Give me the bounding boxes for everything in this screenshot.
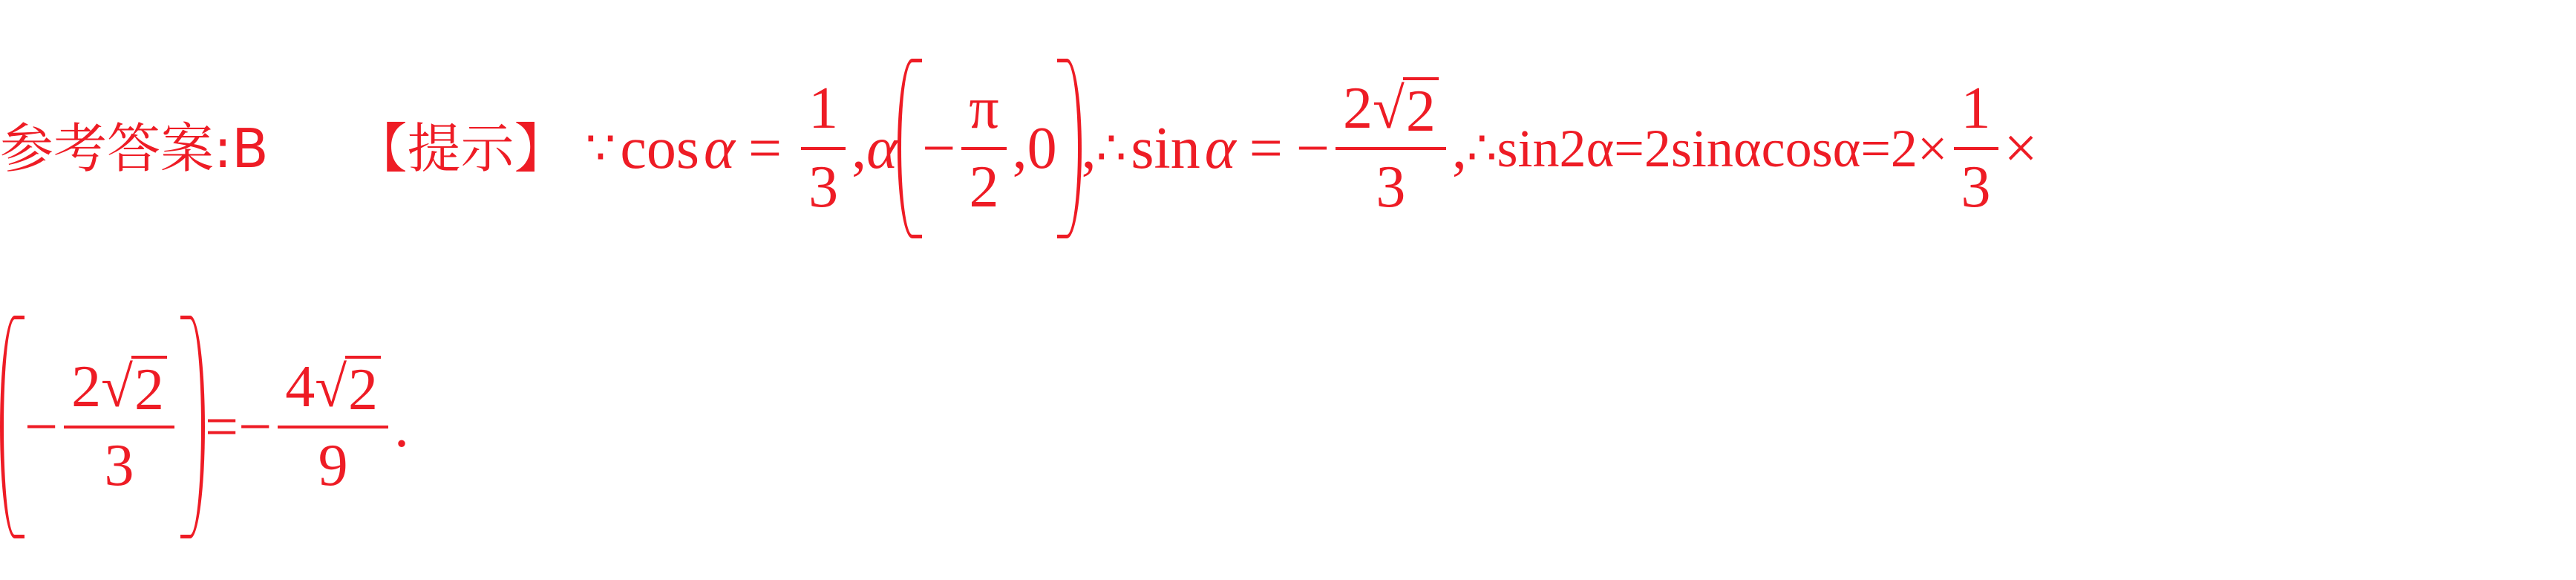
fraction-denominator: 2: [969, 154, 999, 220]
left-paren: [0, 316, 24, 538]
square-root: [1373, 76, 1439, 144]
comma: ,: [1012, 116, 1027, 181]
answer-label: 参考答案:B: [0, 117, 269, 180]
fraction-numerator: 1: [808, 76, 839, 142]
right-paren: [180, 316, 205, 538]
minus-sign: −: [24, 394, 59, 460]
fraction-one-third: [1954, 76, 1998, 221]
radicand: 2: [1403, 77, 1439, 141]
therefore-symbol: ∴: [1096, 121, 1127, 176]
period: .: [394, 394, 409, 460]
minus-sign: −: [1295, 116, 1330, 181]
minus-sign: −: [922, 116, 956, 181]
comma: ,: [1451, 116, 1467, 181]
sqrt-icon: √: [101, 354, 133, 420]
fraction-one-third: [801, 76, 846, 221]
fraction-bar: [64, 426, 174, 429]
coefficient: 2: [71, 354, 102, 420]
square-root: [315, 354, 381, 423]
fraction-numerator: 1: [1961, 76, 1991, 142]
fraction-pi-over-two: [961, 76, 1006, 221]
fraction-numerator: [64, 354, 174, 421]
equals-sign: =: [204, 394, 239, 460]
fraction-denominator: 9: [318, 433, 348, 498]
sqrt-icon: √: [1373, 76, 1405, 141]
comma: ,: [1081, 116, 1096, 181]
because-symbol: ∵: [585, 121, 616, 176]
coefficient: 4: [285, 354, 316, 420]
cos-function: cos: [620, 116, 700, 181]
fraction-denominator: 3: [104, 433, 134, 498]
sin-function: sin: [1131, 116, 1200, 181]
fraction-bar: [1336, 147, 1446, 150]
fraction-numerator: [1336, 76, 1446, 143]
radicand: 2: [131, 356, 167, 420]
fraction-denominator: 3: [1961, 154, 1991, 220]
fraction-bar: [278, 426, 388, 429]
alpha-symbol: α: [704, 116, 736, 181]
equals-sign: =: [1249, 116, 1283, 181]
fraction-four-root-two-over-nine: [278, 354, 388, 499]
alpha-symbol: α: [866, 116, 898, 181]
coefficient: 2: [1343, 76, 1373, 142]
hint-label: 【提示】: [353, 117, 568, 180]
fraction-numerator: [278, 354, 388, 421]
fraction-bar: [801, 147, 846, 150]
fraction-bar: [1954, 147, 1998, 150]
fraction-two-root-two-over-three: [64, 354, 174, 499]
therefore-symbol: ∴: [1466, 121, 1497, 176]
fraction-two-root-two-over-three: [1336, 76, 1446, 221]
fraction-bar: [961, 147, 1006, 150]
fraction-numerator: π: [969, 76, 999, 142]
solution-line-2: [0, 308, 409, 546]
fraction-denominator: 3: [1376, 154, 1406, 220]
right-paren: [1057, 59, 1082, 238]
times-sign: ×: [2004, 116, 2038, 181]
zero: 0: [1027, 116, 1057, 181]
sin-double-angle-expression: sin2α=2sinαcosα=2×: [1497, 119, 1948, 178]
left-paren: [898, 59, 922, 238]
radicand: 2: [345, 356, 381, 420]
equals-sign: =: [748, 116, 782, 181]
solution-line-1: [0, 45, 2038, 252]
comma: ,: [851, 116, 867, 181]
fraction-denominator: 3: [808, 154, 839, 220]
square-root: [101, 354, 167, 423]
minus-sign: −: [238, 394, 272, 460]
sqrt-icon: √: [315, 354, 347, 420]
alpha-symbol: α: [1204, 116, 1236, 181]
